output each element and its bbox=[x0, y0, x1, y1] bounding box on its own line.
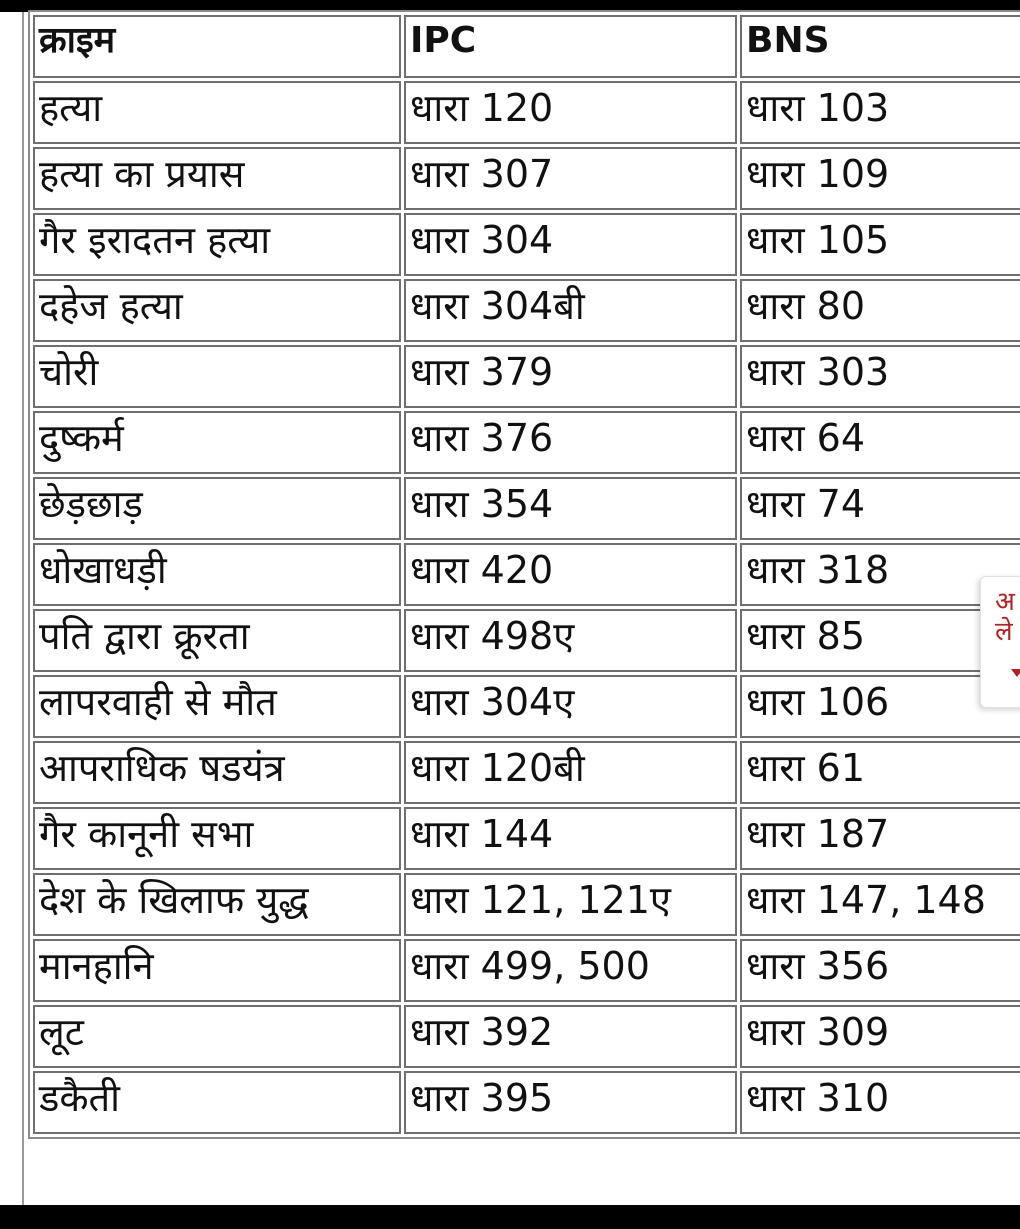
header-bns: BNS bbox=[740, 15, 1020, 78]
table-row bbox=[33, 543, 1020, 606]
ipc-cell: धारा 498ए bbox=[404, 609, 737, 672]
table-row bbox=[33, 675, 1020, 738]
bns-cell: धारा 105 bbox=[740, 213, 1020, 276]
table-row bbox=[33, 477, 1020, 540]
table-row bbox=[33, 741, 1020, 804]
bns-cell: धारा 64 bbox=[740, 411, 1020, 474]
bns-cell: धारा 106 bbox=[740, 675, 1020, 738]
crime-cell: पति द्वारा क्रूरता bbox=[33, 609, 401, 672]
popup-label bbox=[995, 587, 1020, 647]
ipc-cell: धारा 304बी bbox=[404, 279, 737, 342]
bns-cell: धारा 85 bbox=[740, 609, 1020, 672]
left-margin bbox=[0, 12, 24, 1205]
table-row bbox=[33, 279, 1020, 342]
crime-cell: आपराधिक षडयंत्र bbox=[33, 741, 401, 804]
ipc-cell: धारा 392 bbox=[404, 1005, 737, 1068]
ipc-cell: धारा 121, 121ए bbox=[404, 873, 737, 936]
crime-cell: हत्या का प्रयास bbox=[33, 147, 401, 210]
ipc-cell: धारा 304ए bbox=[404, 675, 737, 738]
ipc-cell: धारा 420 bbox=[404, 543, 737, 606]
table-row bbox=[33, 939, 1020, 1002]
bns-cell: धारा 109 bbox=[740, 147, 1020, 210]
table-row bbox=[33, 147, 1020, 210]
bns-cell: धारा 147, 148 bbox=[740, 873, 1020, 936]
bns-cell: धारा 318 bbox=[740, 543, 1020, 606]
crime-comparison-table bbox=[28, 10, 1020, 1139]
crime-cell: चोरी bbox=[33, 345, 401, 408]
crime-cell: लापरवाही से मौत bbox=[33, 675, 401, 738]
ipc-cell: धारा 379 bbox=[404, 345, 737, 408]
bns-cell: धारा 74 bbox=[740, 477, 1020, 540]
table-row bbox=[33, 1005, 1020, 1068]
table-row bbox=[33, 1071, 1020, 1134]
crime-cell: लूट bbox=[33, 1005, 401, 1068]
bottom-bar bbox=[0, 1205, 1020, 1229]
bns-cell: धारा 187 bbox=[740, 807, 1020, 870]
crime-cell: मानहानि bbox=[33, 939, 401, 1002]
bns-cell: धारा 309 bbox=[740, 1005, 1020, 1068]
crime-cell: दहेज हत्या bbox=[33, 279, 401, 342]
table-header-row bbox=[33, 15, 1020, 78]
table-row bbox=[33, 873, 1020, 936]
ipc-cell: धारा 395 bbox=[404, 1071, 737, 1134]
ipc-cell: धारा 499, 500 bbox=[404, 939, 737, 1002]
table-row bbox=[33, 345, 1020, 408]
bns-cell: धारा 61 bbox=[740, 741, 1020, 804]
ipc-cell: धारा 120 bbox=[404, 81, 737, 144]
table-row bbox=[33, 81, 1020, 144]
crime-cell: देश के खिलाफ युद्ध bbox=[33, 873, 401, 936]
ipc-cell: धारा 120बी bbox=[404, 741, 737, 804]
ipc-cell: धारा 307 bbox=[404, 147, 737, 210]
ipc-cell: धारा 304 bbox=[404, 213, 737, 276]
bns-cell: धारा 356 bbox=[740, 939, 1020, 1002]
bns-cell: धारा 310 bbox=[740, 1071, 1020, 1134]
header-crime: क्राइम bbox=[33, 15, 401, 78]
ipc-cell: धारा 354 bbox=[404, 477, 737, 540]
table-row bbox=[33, 213, 1020, 276]
crime-cell: धोखाधड़ी bbox=[33, 543, 401, 606]
crime-cell: हत्या bbox=[33, 81, 401, 144]
bns-cell: धारा 303 bbox=[740, 345, 1020, 408]
ipc-cell: धारा 376 bbox=[404, 411, 737, 474]
table-row bbox=[33, 609, 1020, 672]
bns-cell: धारा 103 bbox=[740, 81, 1020, 144]
crime-cell: छेड़छाड़ bbox=[33, 477, 401, 540]
table-row bbox=[33, 807, 1020, 870]
chevron-down-icon bbox=[1011, 669, 1020, 677]
crime-cell: गैर इरादतन हत्या bbox=[33, 213, 401, 276]
crime-cell: डकैती bbox=[33, 1071, 401, 1134]
bns-cell: धारा 80 bbox=[740, 279, 1020, 342]
crime-cell: गैर कानूनी सभा bbox=[33, 807, 401, 870]
side-popup-tab[interactable] bbox=[980, 576, 1020, 708]
crime-cell: दुष्कर्म bbox=[33, 411, 401, 474]
ipc-cell: धारा 144 bbox=[404, 807, 737, 870]
popup-label-line-2: ले bbox=[995, 617, 1013, 647]
header-ipc: IPC bbox=[404, 15, 737, 78]
table-row bbox=[33, 411, 1020, 474]
popup-label-line-1: अ bbox=[995, 587, 1015, 617]
